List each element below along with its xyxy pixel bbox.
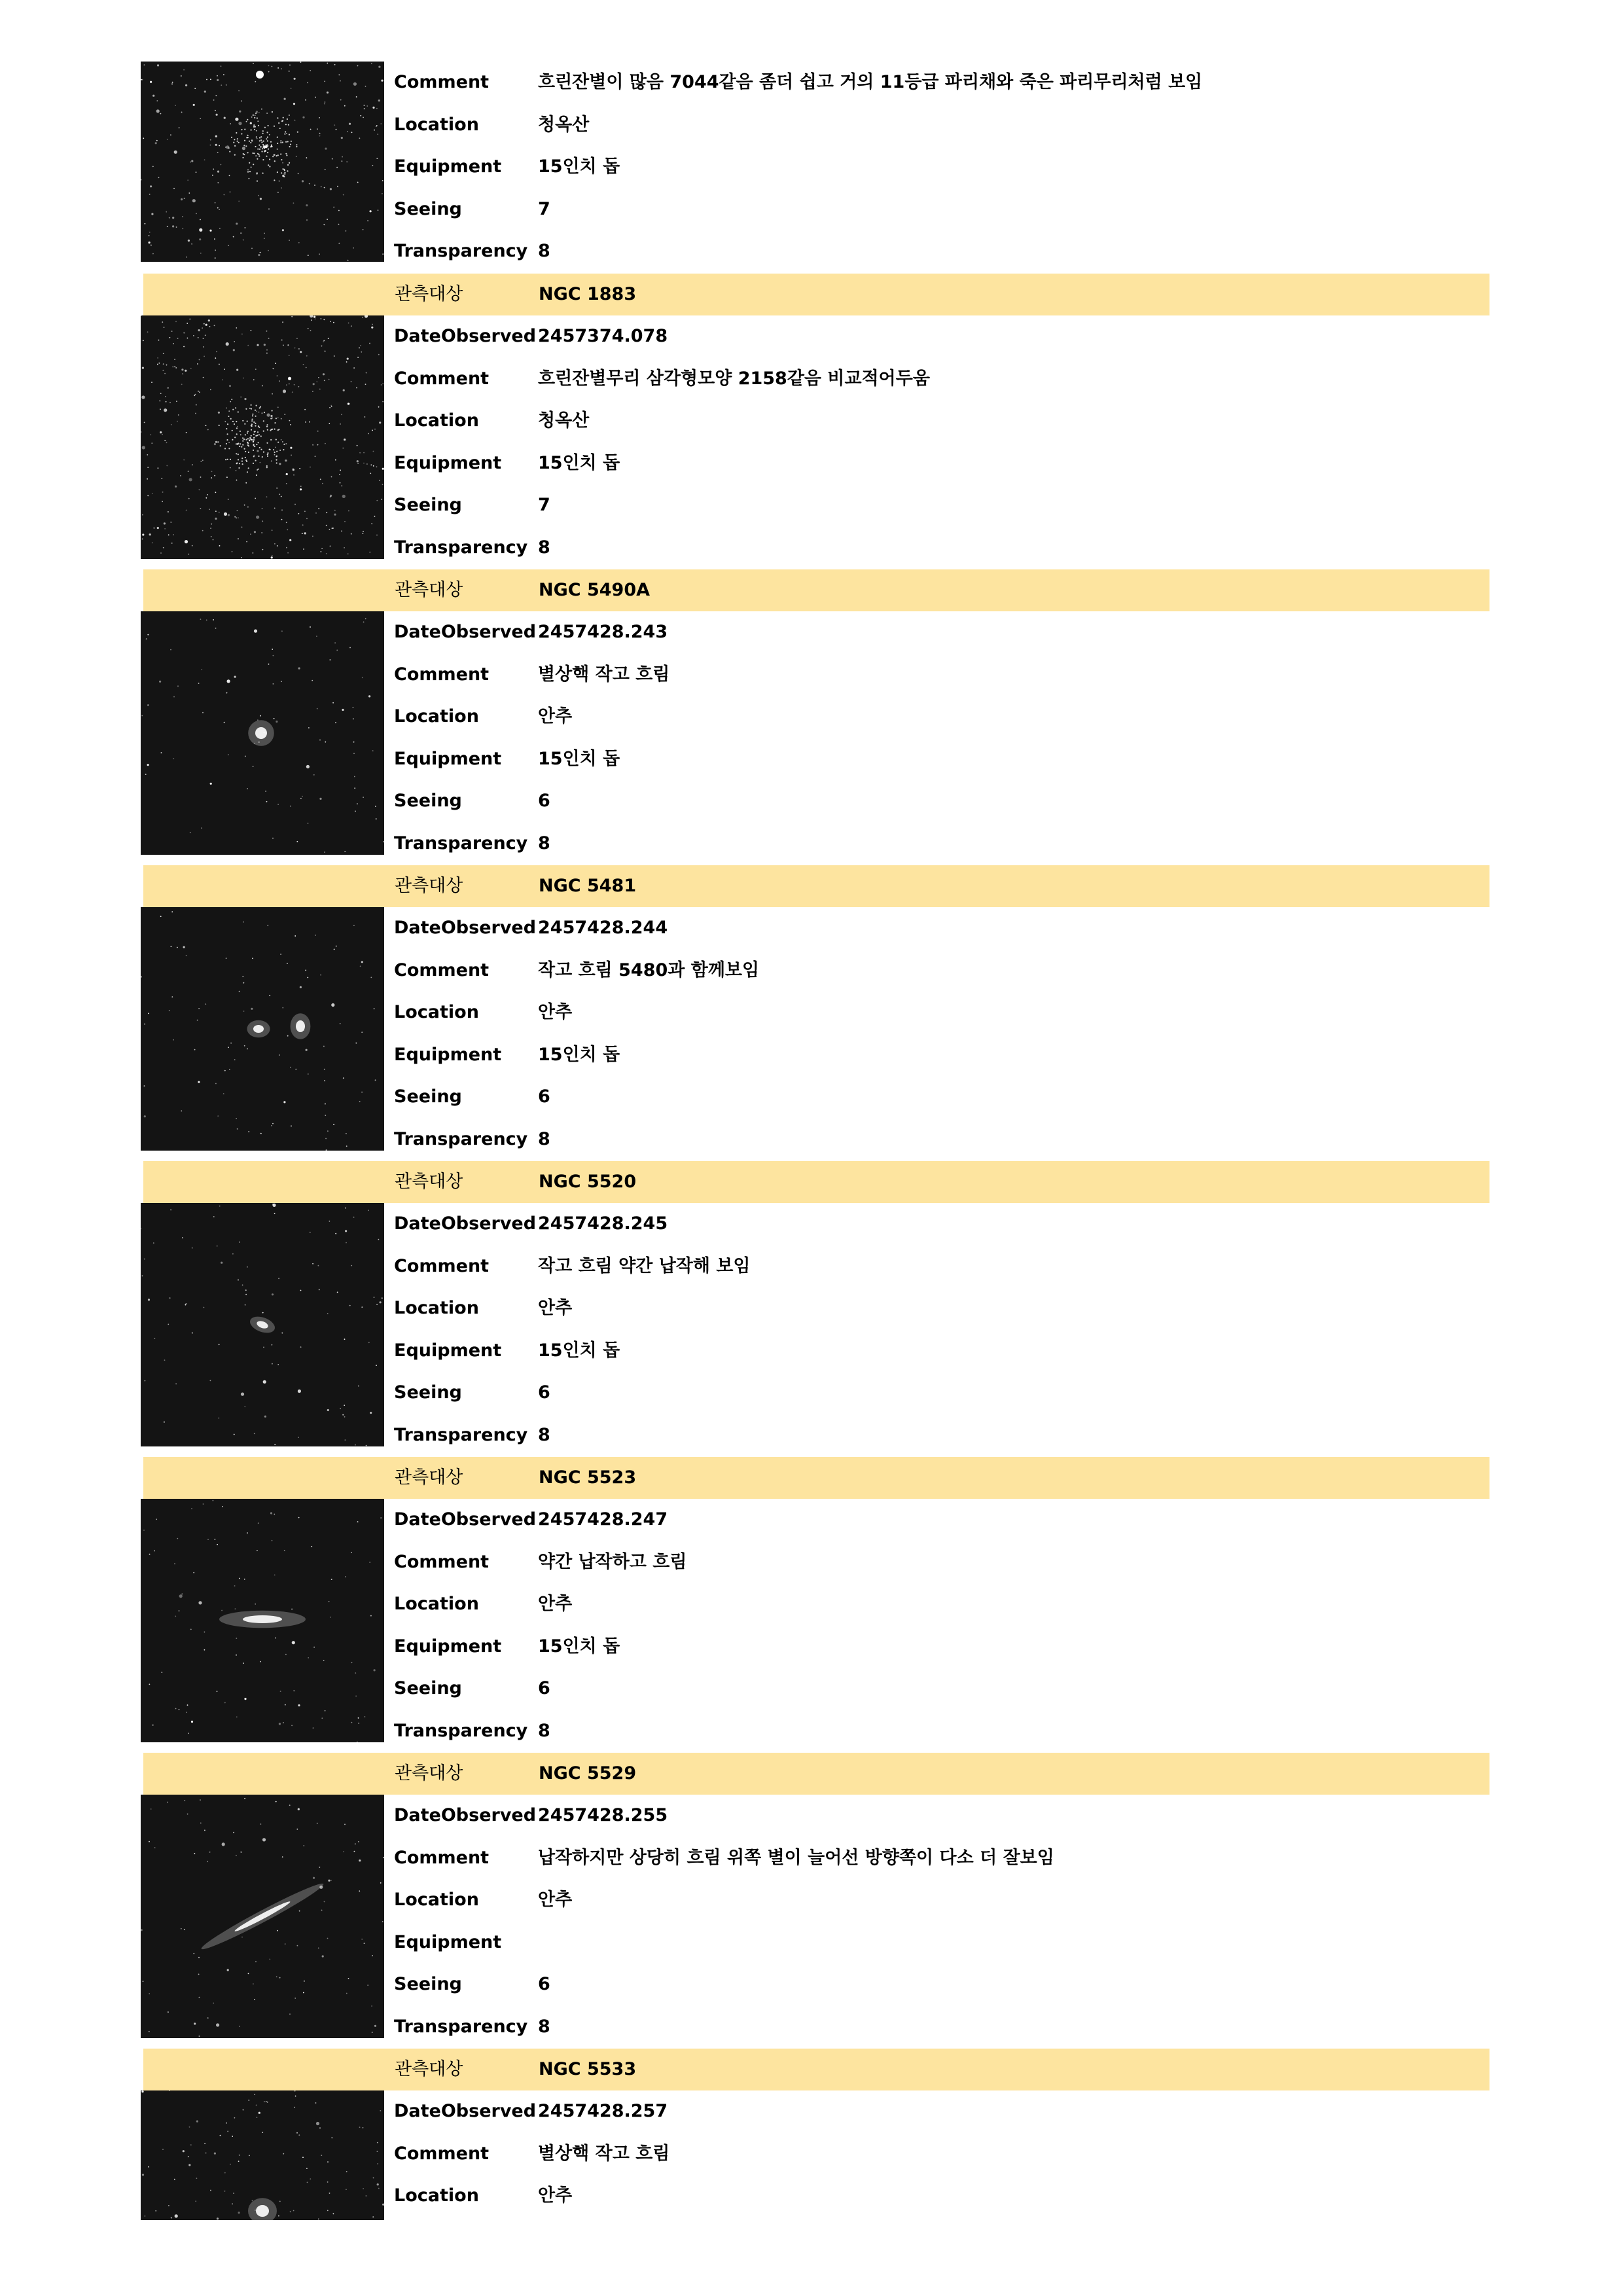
field-label: Location	[394, 2185, 479, 2206]
field-value: 8	[538, 1720, 550, 1741]
field-row-seeing	[141, 780, 1489, 823]
field-value: 8	[538, 241, 550, 261]
field-value: 7	[538, 495, 550, 515]
star-dot	[318, 2219, 319, 2220]
field-row-equipment	[141, 1626, 1489, 1668]
field-row-comment	[141, 1246, 1489, 1288]
field-value: 8	[538, 1128, 550, 1149]
field-row-transparency	[141, 527, 1489, 569]
target-header-row	[143, 2049, 1489, 2090]
field-row-equipment	[141, 1922, 1489, 1964]
entry-body	[141, 1203, 1489, 1456]
target-label: 관측대상	[395, 1467, 463, 1488]
field-value: 2457428.243	[538, 622, 668, 642]
field-row-dateobserved	[141, 1203, 1489, 1246]
field-row-equipment	[141, 442, 1489, 485]
field-value: 8	[538, 537, 550, 558]
observation-entry	[141, 62, 1489, 273]
field-label: Comment	[394, 368, 490, 389]
field-label: Seeing	[394, 1382, 462, 1403]
field-label: Comment	[394, 1551, 490, 1572]
field-label: Seeing	[394, 1974, 462, 1994]
target-header-row	[143, 1753, 1489, 1795]
field-row-dateobserved	[141, 1795, 1489, 1837]
field-value: 흐린잔별이 많음 7044같음 좀더 쉽고 거의 11등급 파리채와 죽은 파리무리처럼 보임	[538, 72, 1203, 92]
field-value: 8	[538, 2016, 550, 2037]
field-value: 15인치 돕	[538, 748, 620, 769]
field-label: DateObserved	[394, 622, 537, 642]
field-value: 6	[538, 1086, 550, 1107]
entry-body	[141, 611, 1489, 865]
field-label: Transparency	[394, 2016, 528, 2037]
field-value: 청옥산	[538, 410, 590, 431]
target-header-row	[143, 569, 1489, 611]
field-value: 8	[538, 833, 550, 853]
field-row-comment	[141, 654, 1489, 696]
field-value: 2457428.257	[538, 2101, 668, 2121]
field-label: Transparency	[394, 241, 528, 261]
entry-body	[141, 907, 1489, 1160]
field-label: Equipment	[394, 748, 502, 769]
target-label: 관측대상	[395, 1763, 463, 1784]
field-label: Location	[394, 1002, 479, 1022]
target-header-row	[143, 1161, 1489, 1203]
field-label: Equipment	[394, 452, 502, 473]
field-value: 15인치 돕	[538, 1340, 620, 1361]
target-label: 관측대상	[395, 1172, 463, 1192]
field-label: Comment	[394, 1847, 490, 1868]
field-row-seeing	[141, 1668, 1489, 1710]
field-value: 15인치 돕	[538, 1636, 620, 1657]
field-label: Seeing	[394, 1678, 462, 1698]
field-label: DateObserved	[394, 1213, 537, 1234]
entry-body	[141, 62, 1489, 273]
field-value: 15인치 돕	[538, 452, 620, 473]
field-value: 안추	[538, 1890, 573, 1910]
field-row-location	[141, 1583, 1489, 1626]
field-row-comment	[141, 62, 1489, 104]
field-label: Location	[394, 1594, 479, 1614]
observation-entry	[141, 1161, 1489, 1456]
target-value: NGC 5520	[539, 1172, 637, 1192]
field-row-location	[141, 400, 1489, 442]
field-value: 15인치 돕	[538, 156, 620, 177]
field-value: 2457428.247	[538, 1509, 668, 1530]
field-value: 2457374.078	[538, 326, 668, 346]
field-label: Location	[394, 410, 479, 431]
field-value: 별상핵 작고 흐림	[538, 664, 670, 685]
field-label: Seeing	[394, 495, 462, 515]
target-value: NGC 1883	[539, 284, 637, 304]
star-dot	[217, 2217, 219, 2219]
field-value: 안추	[538, 1002, 573, 1022]
field-label: DateObserved	[394, 1509, 537, 1530]
observation-entry	[141, 569, 1489, 865]
field-row-transparency	[141, 823, 1489, 865]
observation-entry	[141, 2049, 1489, 2217]
target-value: NGC 5481	[539, 876, 637, 896]
field-row-equipment	[141, 1034, 1489, 1077]
field-row-comment	[141, 1837, 1489, 1880]
field-label: Location	[394, 1890, 479, 1910]
field-row-comment	[141, 358, 1489, 401]
field-row-transparency	[141, 230, 1489, 273]
target-label: 관측대상	[395, 580, 463, 600]
field-row-equipment	[141, 1330, 1489, 1372]
field-label: DateObserved	[394, 326, 537, 346]
field-value: 청옥산	[538, 114, 590, 135]
field-label: Equipment	[394, 156, 502, 177]
field-row-seeing	[141, 1372, 1489, 1414]
target-label: 관측대상	[395, 284, 463, 304]
field-row-location	[141, 104, 1489, 147]
field-row-transparency	[141, 1414, 1489, 1457]
field-label: Seeing	[394, 791, 462, 811]
field-row-equipment	[141, 738, 1489, 781]
field-label: Transparency	[394, 1424, 528, 1445]
field-row-equipment	[141, 146, 1489, 188]
star-dot	[171, 2217, 172, 2219]
field-value: 7	[538, 198, 550, 219]
entry-body	[141, 1795, 1489, 2048]
field-row-location	[141, 1287, 1489, 1330]
field-row-location	[141, 992, 1489, 1034]
field-label: Equipment	[394, 1636, 502, 1657]
field-value: 안추	[538, 1298, 573, 1318]
target-value: NGC 5523	[539, 1467, 637, 1488]
field-label: Transparency	[394, 537, 528, 558]
field-row-dateobserved	[141, 1499, 1489, 1541]
target-value: NGC 5533	[539, 2059, 637, 2079]
field-value: 2457428.244	[538, 918, 668, 938]
field-row-seeing	[141, 1964, 1489, 2006]
target-value: NGC 5529	[539, 1763, 637, 1784]
field-label: DateObserved	[394, 918, 537, 938]
field-label: Location	[394, 1298, 479, 1318]
observation-entry	[141, 1753, 1489, 2048]
observation-entry	[141, 865, 1489, 1160]
field-label: Seeing	[394, 1086, 462, 1107]
field-row-dateobserved	[141, 315, 1489, 358]
field-label: DateObserved	[394, 2101, 537, 2121]
field-label: Comment	[394, 664, 490, 685]
field-value: 6	[538, 1678, 550, 1698]
field-value: 6	[538, 1382, 550, 1403]
field-row-dateobserved	[141, 2090, 1489, 2133]
field-value: 6	[538, 791, 550, 811]
field-label: Location	[394, 706, 479, 726]
field-label: Equipment	[394, 1931, 502, 1952]
field-row-seeing	[141, 484, 1489, 527]
field-row-seeing	[141, 1076, 1489, 1119]
field-value: 작고 흐림 5480과 함께보임	[538, 960, 760, 980]
field-label: Transparency	[394, 833, 528, 853]
field-value: 15인치 돕	[538, 1044, 620, 1065]
field-row-transparency	[141, 2006, 1489, 2049]
field-value: 안추	[538, 2185, 573, 2206]
observation-entry	[141, 1457, 1489, 1752]
field-label: Location	[394, 114, 479, 135]
field-value: 약간 납작하고 흐림	[538, 1551, 687, 1572]
field-row-comment	[141, 950, 1489, 992]
field-value: 8	[538, 1424, 550, 1445]
field-value: 안추	[538, 706, 573, 726]
field-value: 2457428.245	[538, 1213, 668, 1234]
field-value: 별상핵 작고 흐림	[538, 2143, 670, 2164]
field-row-comment	[141, 2133, 1489, 2176]
field-value: 납작하지만 상당히 흐림 위쪽 별이 늘어선 방향쪽이 다소 더 잘보임	[538, 1847, 1054, 1868]
field-value: 작고 흐림 약간 납작해 보임	[538, 1255, 751, 1276]
field-value: 2457428.255	[538, 1805, 668, 1825]
field-row-dateobserved	[141, 907, 1489, 950]
field-label: Comment	[394, 1255, 490, 1276]
entry-body	[141, 315, 1489, 569]
field-label: Comment	[394, 2143, 490, 2164]
field-row-location	[141, 696, 1489, 738]
target-header-row	[143, 865, 1489, 907]
field-row-transparency	[141, 1119, 1489, 1161]
target-value: NGC 5490A	[539, 580, 651, 600]
field-row-comment	[141, 1541, 1489, 1584]
field-value: 흐린잔별무리 삼각형모양 2158같음 비교적어두움	[538, 368, 930, 389]
field-label: Seeing	[394, 198, 462, 219]
field-label: DateObserved	[394, 1805, 537, 1825]
observation-entry	[141, 274, 1489, 569]
target-label: 관측대상	[395, 876, 463, 896]
field-value: 6	[538, 1974, 550, 1994]
target-label: 관측대상	[395, 2059, 463, 2079]
field-row-dateobserved	[141, 611, 1489, 654]
field-row-location	[141, 1879, 1489, 1922]
field-label: Equipment	[394, 1340, 502, 1361]
field-label: Comment	[394, 960, 490, 980]
field-label: Transparency	[394, 1128, 528, 1149]
field-value: 안추	[538, 1594, 573, 1614]
field-label: Equipment	[394, 1044, 502, 1065]
field-row-transparency	[141, 1710, 1489, 1753]
target-header-row	[143, 274, 1489, 315]
field-row-seeing	[141, 188, 1489, 231]
entry-body	[141, 1499, 1489, 1752]
target-header-row	[143, 1457, 1489, 1499]
entry-body	[141, 2090, 1489, 2217]
field-label: Transparency	[394, 1720, 528, 1741]
field-label: Comment	[394, 72, 490, 92]
field-row-location	[141, 2175, 1489, 2217]
